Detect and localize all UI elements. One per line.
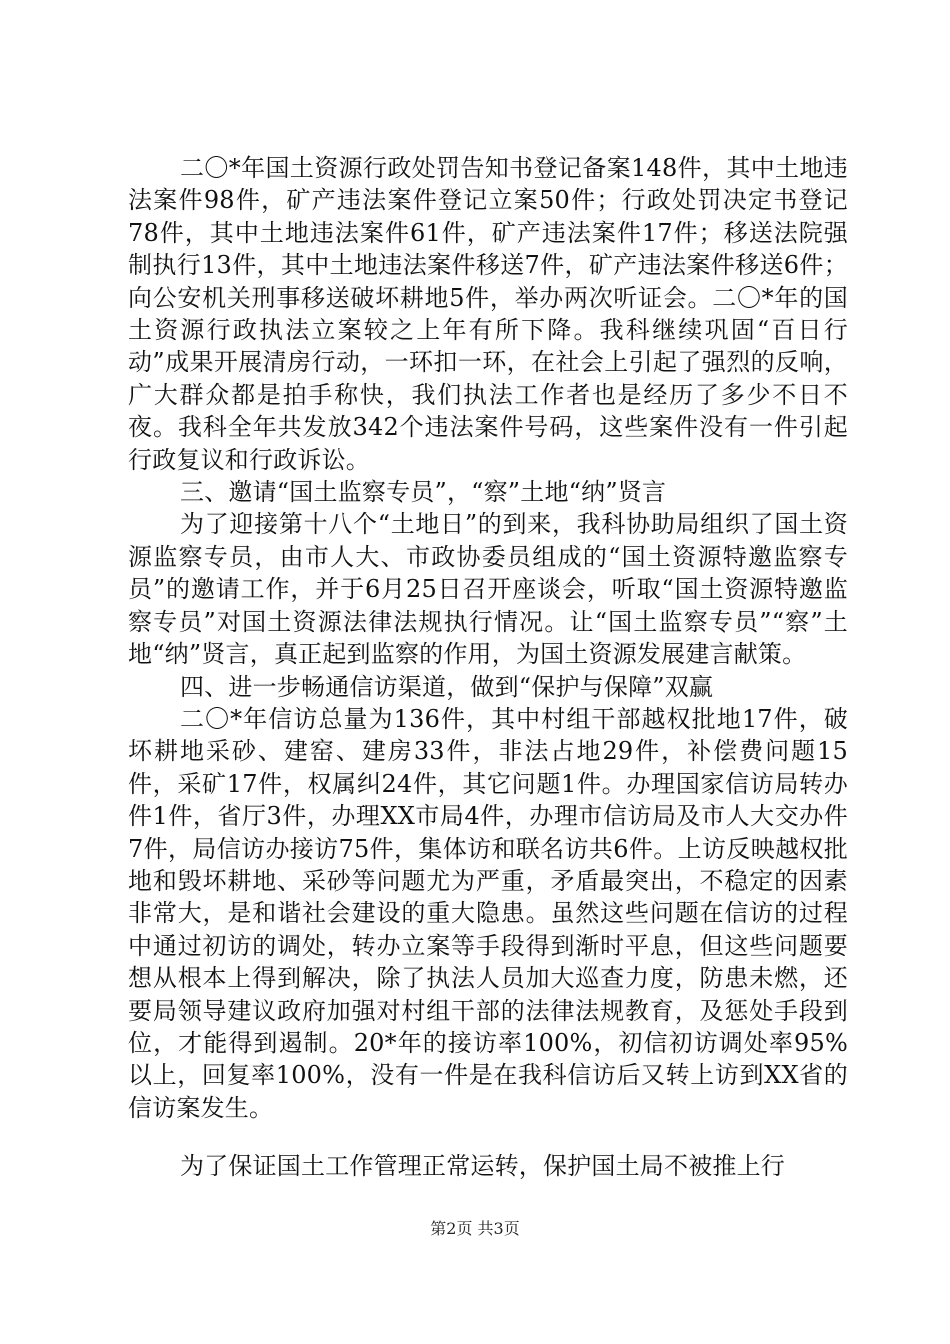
page-number-footer: 第2页 共3页	[430, 1219, 520, 1238]
paragraph-enforcement-statistics: 二〇*年国土资源行政处罚告知书登记备案148件，其中土地违法案件98件，矿产违法案件登记立案50件；行政处罚决定书登记78件，其中土地违法案件61件，矿产违法案件17件；移送法院强制执行13件，其中土地违法案件移送7件，矿产违法案件移送6件；向公安机关刑事移送破坏耕地5件，举办两次听证会。二〇*年的国土资源行政执法立案较之上年有所下降。我科继续巩固“百日行动”成果开展清房行动，一环扣一环，在社会上引起了强烈的反响，广大群众都是拍手称快，我们执法工作者也是经历了多少不日不夜。我科全年共发放342个违法案件号码，这些案件没有一件引起行政复议和行政诉讼。	[128, 154, 848, 474]
section-heading-supervision-commissioners: 三、邀请“国土监察专员”，“察”土地“纳”贤言	[180, 478, 667, 507]
section-heading-petition-channels: 四、进一步畅通信访渠道，做到“保护与保障”双赢	[180, 672, 714, 701]
paragraph-supervision-commissioners: 为了迎接第十八个“土地日”的到来，我科协助局组织了国土资源监察专员，由市人大、市政协委员组成的“国土资源特邀监察专员”的邀请工作，并于6月25日召开座谈会，听取“国土资源特邀监察专员”对国土资源法律法规执行情况。让“国土监察专员”“察”土地“纳”贤言，真正起到监察的作用，为国土资源发展建言献策。	[128, 510, 848, 669]
document-body	[128, 152, 848, 1183]
paragraph-petition-statistics: 二〇*年信访总量为136件，其中村组干部越权批地17件，破坏耕地采砂、建窑、建房33件，非法占地29件，补偿费问题15件，采矿17件，权属纠24件，其它问题1件。办理国家信访局转办件1件，省厅3件，办理XX市局4件，办理市信访局及市人大交办件7件，局信访办接访75件，集体访和联名访共6件。上访反映越权批地和毁坏耕地、采砂等问题尤为严重，矛盾最突出，不稳定的因素非常大，是和谐社会建设的重大隐患。虽然这些问题在信访的过程中通过初访的调处，转办立案等手段得到渐时平息，但这些问题要想从根本上得到解决，除了执法人员加大巡查力度，防患未燃，还要局领导建议政府加强对村组干部的法律法规教育，及惩处手段到位，才能得到遏制。20*年的接访率100%，初信初访调处率95%以上，回复率100%，没有一件是在我科信访后又转上访到XX省的信访案发生。	[128, 704, 848, 1122]
paragraph-management-operation: 为了保证国土工作管理正常运转，保护国土局不被推上行	[180, 1152, 785, 1181]
